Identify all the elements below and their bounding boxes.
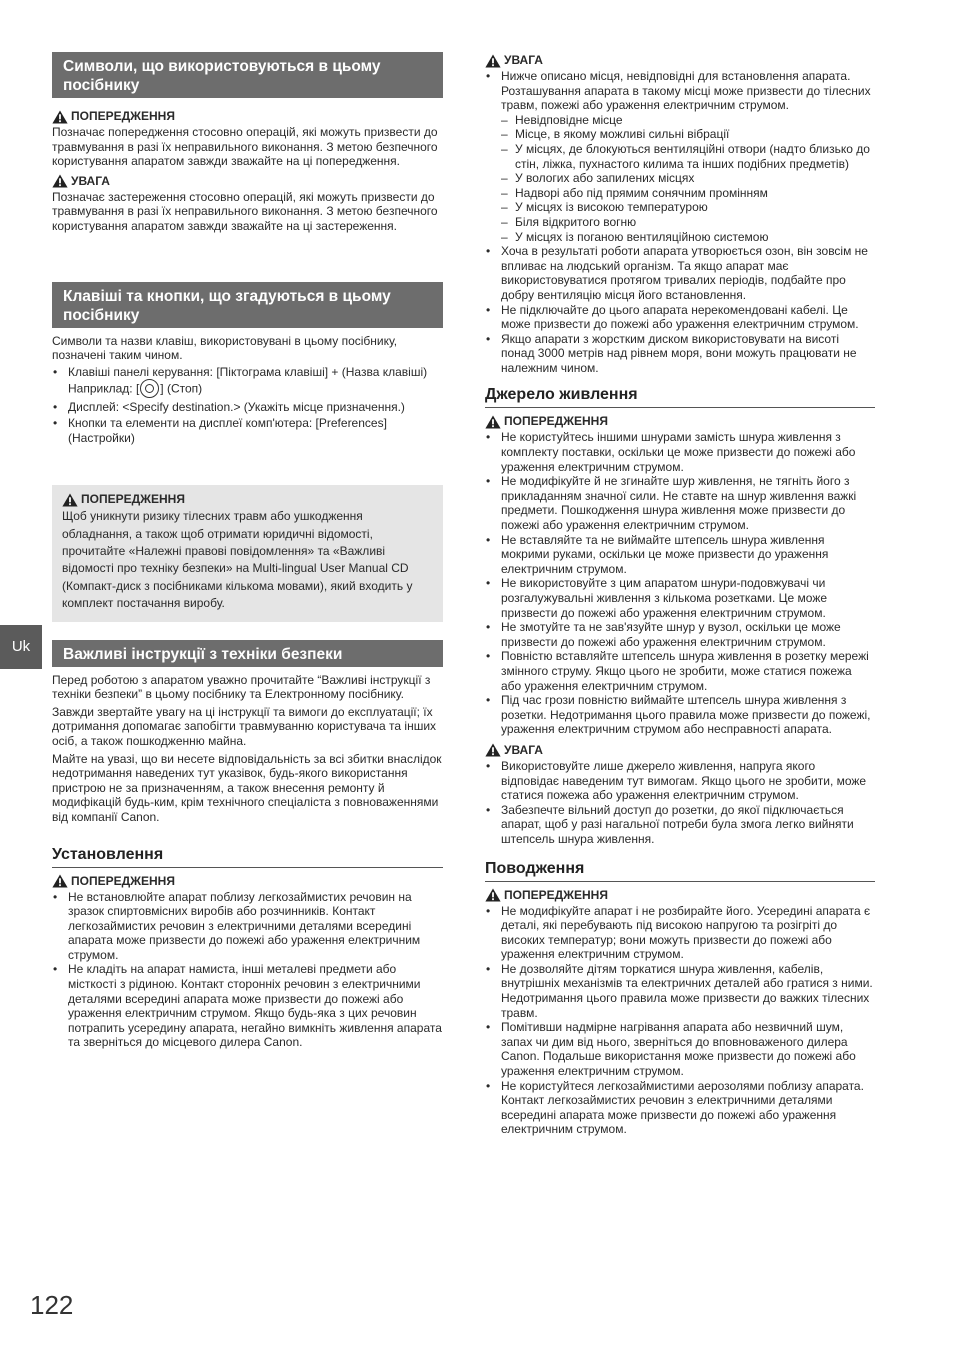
list-item: • Не користуйтеся легкозаймистими аерозолями поблизу апарата. Контакт легкозаймистих речовин з електричними деталями всередині апарата може призвести до пожежі або ураження електричним струмом. <box>485 1079 875 1137</box>
install-warning-list <box>52 890 443 1051</box>
unsuitable-locations-intro: • Нижче описано місця, невідповідні для встановлення апарата. Розташування апарата в такому місці може призвести до тілесних травм, пожежі або ураження електричним струмом. <box>501 69 871 113</box>
power-section <box>485 385 875 846</box>
keys-item-3: Кнопки та елементи на дисплеї комп'ютера: [Preferences] (Настройки) <box>68 415 387 445</box>
symbols-section <box>52 52 443 234</box>
power-caution-label: УВАГА <box>504 742 543 757</box>
keys-item-2: Дисплей: <Specify destination.> (Укажіть місце призначення.) <box>68 400 405 415</box>
list-item: • Хоча в результаті роботи апарата утворюється озон, він зовсім не впливає на людський організм. Та якщо апарат має використовуватися протягом тривалих періодів, подбайте про добру вентиляцію місця його встановлення. <box>485 244 875 302</box>
list-item: – У місцях, де блокуються вентиляційні отвори (надто близько до стін, ліжка, пухнастого килима та інших подібних предметів) <box>501 142 875 171</box>
language-tab-label: Uk <box>11 637 31 655</box>
list-item: • Не використовуйте з цим апаратом шнури-подовжувачі чи розгалужувальні живлення з кількома розетками. Це може призвести до пожежі або ураження електричним струмом. <box>485 576 875 620</box>
list-item: • Не модифікуйте апарат і не розбирайте його. Усередині апарата є деталі, які перебувають під високою напругою та розігріті до високих температур; вони можуть призвести до пожежі або ураження електричним струмом. <box>485 904 875 962</box>
symbols-caution-heading <box>52 174 443 189</box>
list-item: • Використовуйте лише джерело живлення, напруга якого відповідає наведеним тут вимогам. Якщо цього не зробити, може статися пожежа або ураження електричним струмом. <box>485 759 875 803</box>
handling-section-title: Поводження <box>485 859 875 882</box>
list-item <box>52 400 443 415</box>
list-item: • Помітивши надмірне нагрівання апарата або незвичний шум, запах чи дим від нього, зверніться до вповноваженого дилера Canon. Подальше використання може призвести до пожежі або ураження електричним струмом. <box>485 1020 875 1078</box>
list-item <box>52 416 443 445</box>
symbols-warning-text: Позначає попередження стосовно операцій, які можуть призвести до травмування в разі їх неправильного виконання. З метою безпечного користування апаратом завжди зважайте на ці попередження. <box>52 125 438 169</box>
list-item: • Повністю вставляйте штепсель шнура живлення в розетку мережі змінного струму. Якщо цього не зробити, може статися пожежа або ураження електричним струмом. <box>485 649 875 693</box>
page-number: 122 <box>30 1290 74 1320</box>
stop-key-icon <box>140 379 159 398</box>
handling-warning-label: ПОПЕРЕДЖЕННЯ <box>504 887 608 902</box>
list-item: • Не модифікуйте й не згинайте шур живлення, не тягніть його з прикладанням значної сили. Не ставте на шнур живлення важкі предмети. Пошкодження шнура живлення може призвести до пожежі або ураження електричним струмом. <box>485 474 875 532</box>
install-caution-list <box>485 69 875 375</box>
warning-triangle-icon <box>52 110 68 124</box>
power-caution-heading <box>485 743 875 758</box>
install-warning-label: ПОПЕРЕДЖЕННЯ <box>71 873 175 888</box>
handling-warning-list <box>485 904 875 1138</box>
symbols-warning-label: ПОПЕРЕДЖЕННЯ <box>71 109 175 123</box>
legal-notice-box <box>52 485 443 621</box>
handling-section <box>485 859 875 1138</box>
list-item: – У вологих або запилених місцях <box>501 171 875 186</box>
keys-list <box>52 365 443 445</box>
right-column <box>485 52 875 1137</box>
list-item: • Якщо апарати з жорстким диском використовувати на висоті понад 3000 метрів над рівнем моря, вони можуть працювати не належним чином. <box>485 332 875 376</box>
symbols-section-title: Символи, що використовуються в цьому посібнику <box>52 52 443 98</box>
warning-triangle-icon <box>485 888 501 902</box>
left-column <box>52 52 443 1050</box>
warning-triangle-icon <box>52 874 68 888</box>
example-suffix: ] (Стоп) <box>160 382 203 397</box>
safety-paragraph-2: Завжди звертайте увагу на ці інструкції та вимоги до експлуатації; їх дотримання допомагає запобігти травмуванню користувача та інших осіб, а також пошкодженню майна. <box>52 704 437 748</box>
power-caution-list <box>485 759 875 847</box>
power-warning-label: ПОПЕРЕДЖЕННЯ <box>504 414 608 429</box>
install-warning-heading <box>52 874 443 889</box>
install-section <box>52 845 443 1051</box>
list-item: • Не кладіть на апарат намиста, інші металеві предмети або місткості з рідиною. Контакт сторонніх речовин з електричними деталями всередині апарата може призвести до пожежі або ураження електричним струмом. Якщо будь-яка з цих речовин потрапить усередину апарата, негайно вимкніть живлення апарата та зверніться до місцевого дилера Canon. <box>52 962 443 1050</box>
keys-section-title: Клавіші та кнопки, що згадуються в цьому посібнику <box>52 282 443 328</box>
list-item: • Не встановлюйте апарат поблизу легкозаймистих речовин на зразок спиртовмісних виробів або розчинників. Контакт легкозаймистих речовин з електричними деталями всередині апарата може призвести до пожежі або ураження електричним струмом. <box>52 890 443 963</box>
list-item: • Забезпечте вільний доступ до розетки, до якої підключається апарат, щоб у разі нагальної потреби була змога легко вийняти штепсель шнура живлення. <box>485 803 875 847</box>
symbols-warning-heading <box>52 109 443 124</box>
list-item: – Місце, в якому можливі сильні вібрації <box>501 127 875 142</box>
list-item: • Не змотуйте та не зав'язуйте шнур у вузол, оскільки це може призвести до пожежі або ураження електричним струмом. <box>485 620 875 649</box>
install-section-title: Установлення <box>52 845 443 868</box>
safety-paragraph-3: Майте на увазі, що ви несете відповідальність за всі збитки внаслідок недотримання наведених тут указівок, будь-якого використання пристрою не за призначенням, а також внесення ремонту й модифікацій будь-ким, крім технічного спеціаліста з повноваженнями від компанії Canon. <box>52 751 442 824</box>
safety-section <box>52 640 443 825</box>
install-caution-section <box>485 53 875 375</box>
unsuitable-locations-list <box>501 113 875 244</box>
handling-warning-heading <box>485 888 875 903</box>
safety-paragraph-1: Перед роботою з апаратом уважно прочитайте “Важливі інструкції з техніки безпеки” в цьому посібнику та Електронному посібнику. <box>52 672 431 702</box>
list-item: • Не користуйтесь іншими шнурами замість шнура живлення з комплекту поставки, оскільки це може призвести до пожежі або ураження електричним струмом. <box>485 430 875 474</box>
list-item: – Біля відкритого вогню <box>501 215 875 230</box>
box-warning-label: ПОПЕРЕДЖЕННЯ <box>81 492 185 507</box>
list-item <box>52 365 443 400</box>
box-text: Щоб уникнути ризику тілесних травм або ушкодження обладнання, а також щоб отримати юридичні відомості, прочитайте «Належні правові повідомлення» та «Важливі відомості про техніку безпеки» на Multi-lingual User Manual CD (Компакт-диск з посібниками кількома мовами), який входить у комплект постачання виробу. <box>62 509 413 611</box>
list-item: – У місцях із високою температурою <box>501 200 875 215</box>
caution-triangle-icon <box>52 174 68 188</box>
example-prefix: Наприклад: [ <box>68 382 140 397</box>
box-warning-heading <box>62 492 433 507</box>
list-item: – Надворі або під прямим сонячним промінням <box>501 186 875 201</box>
list-item: – У місцях із поганою вентиляційною системою <box>501 230 875 245</box>
keys-section <box>52 282 443 446</box>
install-caution-heading <box>485 53 875 68</box>
list-item: • Не дозволяйте дітям торкатися шнура живлення, кабелів, внутрішніх механізмів та електричних деталей або гратися з ними. Недотримання цього правила може призвести до важких тілесних травм. <box>485 962 875 1020</box>
list-item <box>485 69 875 244</box>
warning-triangle-icon <box>485 415 501 429</box>
warning-triangle-icon <box>62 493 78 507</box>
install-caution-label: УВАГА <box>504 53 543 67</box>
symbols-caution-text: Позначає застереження стосовно операцій, які можуть призвести до травмування в разі їх неправильного виконання. З метою безпечного користування апаратом завжди зважайте на ці застереження. <box>52 189 438 233</box>
keys-item-1-line-1: • Клавіші панелі керування: [Піктограма клавіші] + (Назва клавіші) <box>68 364 428 379</box>
list-item: • Під час грози повністю виймайте штепсель шнура живлення з розетки. Недотримання цього правила може призвести до пожежі, ураження електричним струмом або несправності апарата. <box>485 693 875 737</box>
symbols-caution-label: УВАГА <box>71 173 110 188</box>
caution-triangle-icon <box>485 743 501 757</box>
language-tab <box>0 625 42 669</box>
caution-triangle-icon <box>485 54 501 68</box>
power-section-title: Джерело живлення <box>485 385 875 408</box>
list-item: • Не підключайте до цього апарата нерекомендовані кабелі. Це може призвести до пожежі або ураження електричним струмом. <box>485 303 875 332</box>
list-item: – Невідповідне місце <box>501 113 875 128</box>
power-warning-list <box>485 430 875 736</box>
power-warning-heading <box>485 414 875 429</box>
keys-item-1-line-2 <box>68 380 443 399</box>
keys-intro: Символи та назви клавіш, використовувані в цьому посібнику, позначені таким чином. <box>52 333 398 363</box>
safety-section-title: Важливі інструкції з техніки безпеки <box>52 640 443 667</box>
list-item: • Не вставляйте та не виймайте штепсель шнура живлення мокрими руками, оскільки це може призвести до ураження електричним струмом. <box>485 533 875 577</box>
